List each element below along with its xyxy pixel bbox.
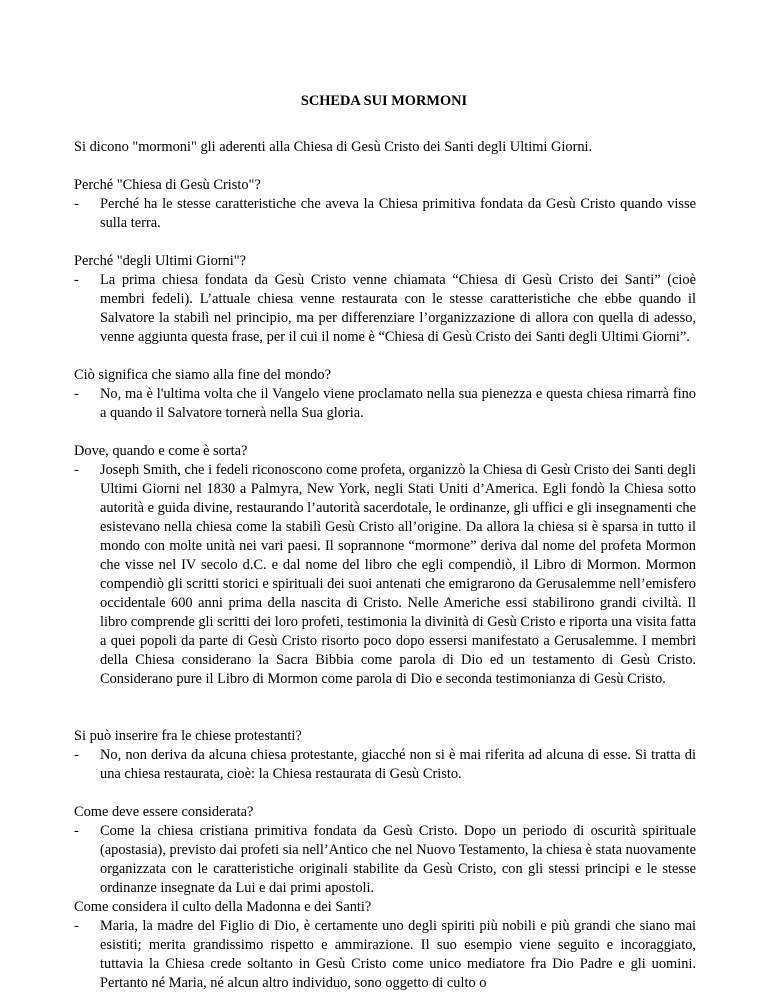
answer-4 [74,461,696,689]
question-4: Dove, quando e come è sorta? [74,443,248,459]
qa-section-6 [74,803,696,898]
answer-1 [74,195,696,233]
question-1: Perché "Chiesa di Gesù Cristo"? [74,177,261,193]
question-3: Ciò significa che siamo alla fine del mondo? [74,367,331,383]
answer-dash: - [74,823,79,839]
intro-paragraph: Si dicono "mormoni" gli aderenti alla Chiesa di Gesù Cristo dei Santi degli Ultimi Giorni. [74,139,593,155]
question-5: Si può inserire fra le chiese protestanti? [74,728,302,744]
qa-section-7 [74,898,696,993]
answer-7 [74,917,696,993]
qa-section-2 [74,252,696,347]
answer-dash: - [74,747,79,763]
qa-section-3 [74,366,696,423]
question-7: Come considera il culto della Madonna e dei Santi? [74,899,372,915]
answer-3-text: No, ma è l'ultima volta che il Vangelo viene proclamato nella sua pienezza e questa chiesa rimarrà fino a quando il Salvatore tornerà nella Sua gloria. [100,386,696,421]
question-2: Perché "degli Ultimi Giorni"? [74,253,247,269]
qa-section-1 [74,176,696,233]
answer-5 [74,746,696,784]
answer-dash: - [74,386,79,402]
answer-4-text: Joseph Smith, che i fedeli riconoscono come profeta, organizzò la Chiesa di Gesù Cristo dei Santi degli Ultimi Giorni nel 1830 a Palmyra, New York, negli Stati Uniti d’America. Egli fondò la Chiesa sotto autorità e guida divine, restaurando l’autorità sacerdotale, le ordinanze, gli uffici e gli insegnamenti che esistevano nella chiesa come la stabilì Gesù Cristo all’origine. Da allora la chiesa si è sparsa in tutto il mondo con molte unità nei vari paesi. Il soprannone “mormone” deriva dal nome del profeta Mormon che visse nel IV secolo d.C. e dal nome del libro che egli compendiò, il Libro di Mormon. Mormon compendiò gli scritti storici e spirituali dei suoi antenati che emigrarono da Gerusalemme nell’emisfero occidentale 600 anni prima della nascita di Cristo. Nelle Americhe essi stabilirono grandi civiltà. Il libro comprende gli scritti dei loro profeti, testimonia la divinità di Gesù Cristo e riporta una visita fatta a quei popoli da parte di Gesù Cristo risorto poco dopo essersi manifestato a Gerusalemme. I membri della Chiesa considerano la Sacra Bibbia come parola di Dio ed un testamento di Gesù Cristo. Considerano pure il Libro di Mormon come parola di Dio e seconda testimonianza di Gesù Cristo. [100,462,696,687]
answer-dash: - [74,918,79,934]
answer-2-text: La prima chiesa fondata da Gesù Cristo venne chiamata “Chiesa di Gesù Cristo dei Santi” (cioè membri fedeli). L’attuale chiesa venne restaurata con le stesse caratteristiche che ebbe quando il Salvatore la stabilì nel principio, ma per differenziare l’organizzazione di allora con quella di adesso, venne aggiunta questa frase, per il cui il nome è “Chiesa di Gesù Cristo dei Santi degli Ultimi Giorni”. [100,272,696,345]
answer-1-text: Perché ha le stesse caratteristiche che aveva la Chiesa primitiva fondata da Gesù Cristo quando visse sulla terra. [100,196,696,231]
answer-dash: - [74,196,79,212]
answer-dash: - [74,272,79,288]
answer-dash: - [74,462,79,478]
answer-6 [74,822,696,898]
document-title: SCHEDA SUI MORMONI [300,93,468,109]
question-6: Come deve essere considerata? [74,804,254,820]
answer-7-text: Maria, la madre del Figlio di Dio, è certamente uno degli spiriti più nobili e più grandi che siano mai esistiti; merita grandissimo rispetto e ammirazione. Il suo esempio viene seguito e incoraggiato, tuttavia la Chiesa crede soltanto in Gesù Cristo come unico mediatore fra Dio Padre e gli uomini. Pertanto né Maria, né alcun altro individuo, sono oggetto di culto o [100,918,696,991]
qa-section-5 [74,727,696,784]
answer-3 [74,385,696,423]
answer-2 [74,271,696,347]
answer-6-text: Come la chiesa cristiana primitiva fondata da Gesù Cristo. Dopo un periodo di oscurità spirituale (apostasia), previsto dai profeti sia nell’Antico che nel Nuovo Testamento, la chiesa è stata nuovamente organizzata con le caratteristiche originali stabilite da Gesù Cristo, con gli stessi principi e le stesse ordinanze insegnate da Lui e dai primi apostoli. [100,823,696,896]
answer-5-text: No, non deriva da alcuna chiesa protestante, giacché non si è mai riferita ad alcuna di esse. Si tratta di una chiesa restaurata, cioè: la Chiesa restaurata di Gesù Cristo. [100,747,696,782]
qa-section-4 [74,442,696,689]
